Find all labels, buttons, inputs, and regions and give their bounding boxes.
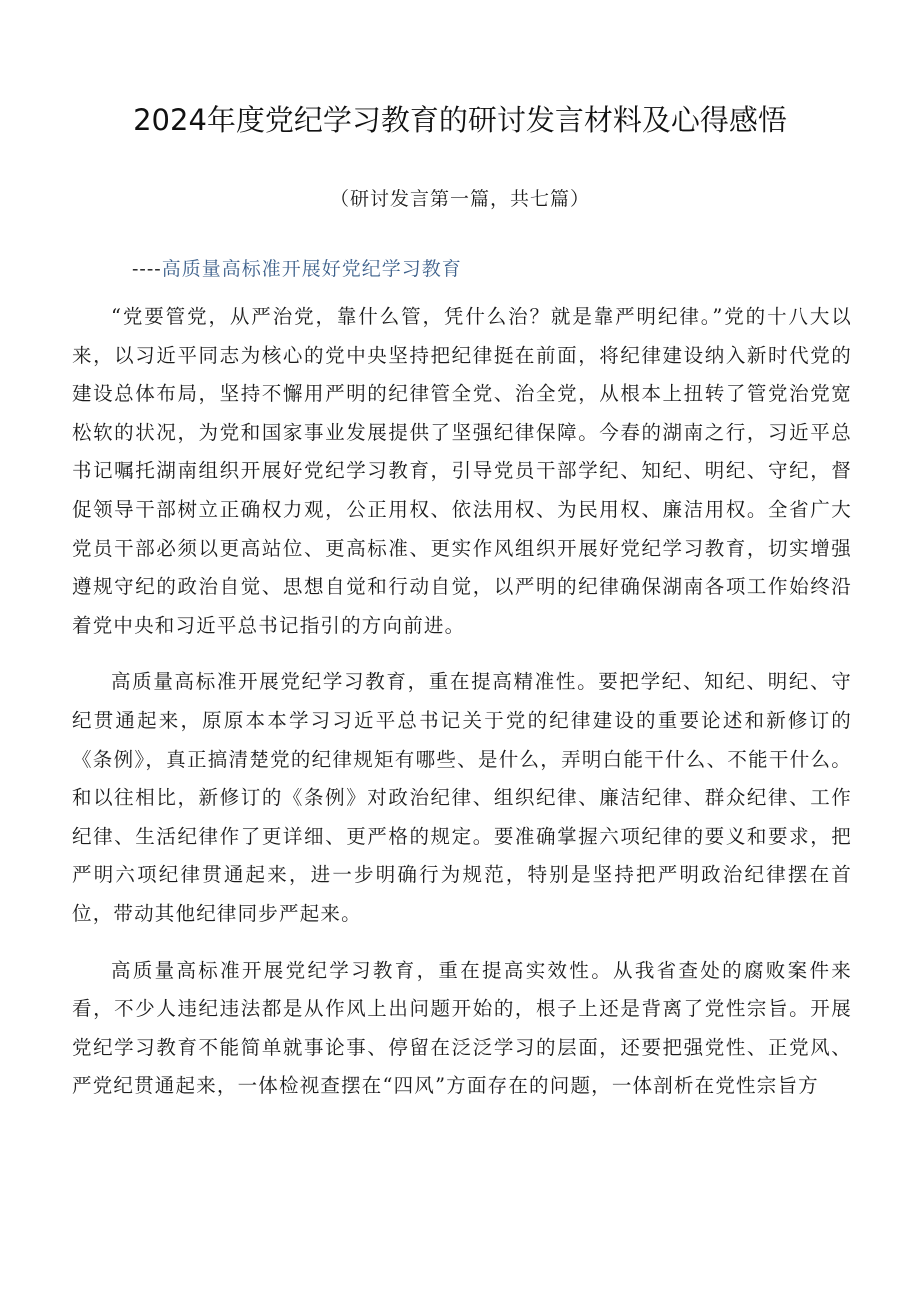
- paragraph-3: 高质量高标准开展党纪学习教育，重在提高实效性。从我省查处的腐败案件来看，不少人违纪违法都是从作风上出问题开始的，根子上还是背离了党性宗旨。开展党纪学习教育不能简单就事论事、停留在泛泛学习的层面，还要把强党性、正党风、严党纪贯通起来，一体检视查摆在“四风”方面存在的问题，一体剖析在党性宗旨方: [72, 958, 852, 1098]
- body-text: [72, 298, 852, 1106]
- byline: [132, 254, 462, 281]
- document-title: 2024年度党纪学习教育的研讨发言材料及心得感悟: [133, 103, 787, 137]
- byline-prefix: ----: [132, 258, 162, 280]
- paragraph-2: 高质量高标准开展党纪学习教育，重在提高精准性。要把学纪、知纪、明纪、守纪贯通起来，原原本本学习习近平总书记关于党的纪律建设的重要论述和新修订的《条例》，真正搞清楚党的纪律规矩有哪些、是什么，弄明白能干什么、不能干什么。和以往相比，新修订的《条例》对政治纪律、组织纪律、廉洁纪律、群众纪律、工作纪律、生活纪律作了更详细、更严格的规定。要准确掌握六项纪律的要义和要求，把严明六项纪律贯通起来，进一步明确行为规范，特别是坚持把严明政治纪律摆在首位，带动其他纪律同步严起来。: [72, 670, 852, 925]
- paragraph-1: “党要管党，从严治党，靠什么管，凭什么治？就是靠严明纪律。”党的十八大以来，以习近平同志为核心的党中央坚持把纪律挺在前面，将纪律建设纳入新时代党的建设总体布局，坚持不懈用严明的纪律管全党、治全党，从根本上扭转了管党治党宽松软的状况，为党和国家事业发展提供了坚强纪律保障。今春的湖南之行，习近平总书记嘱托湖南组织开展好党纪学习教育，引导党员干部学纪、知纪、明纪、守纪，督促领导干部树立正确权力观，公正用权、依法用权、为民用权、廉洁用权。全省广大党员干部必须以更高站位、更高标准、更实作风组织开展好党纪学习教育，切实增强遵规守纪的政治自觉、思想自觉和行动自觉，以严明的纪律确保湖南各项工作始终沿着党中央和习近平总书记指引的方向前进。: [72, 305, 852, 637]
- byline-text: 高质量高标准开展好党纪学习教育: [161, 258, 462, 280]
- document-subtitle: （研讨发言第一篇，共七篇）: [329, 188, 590, 210]
